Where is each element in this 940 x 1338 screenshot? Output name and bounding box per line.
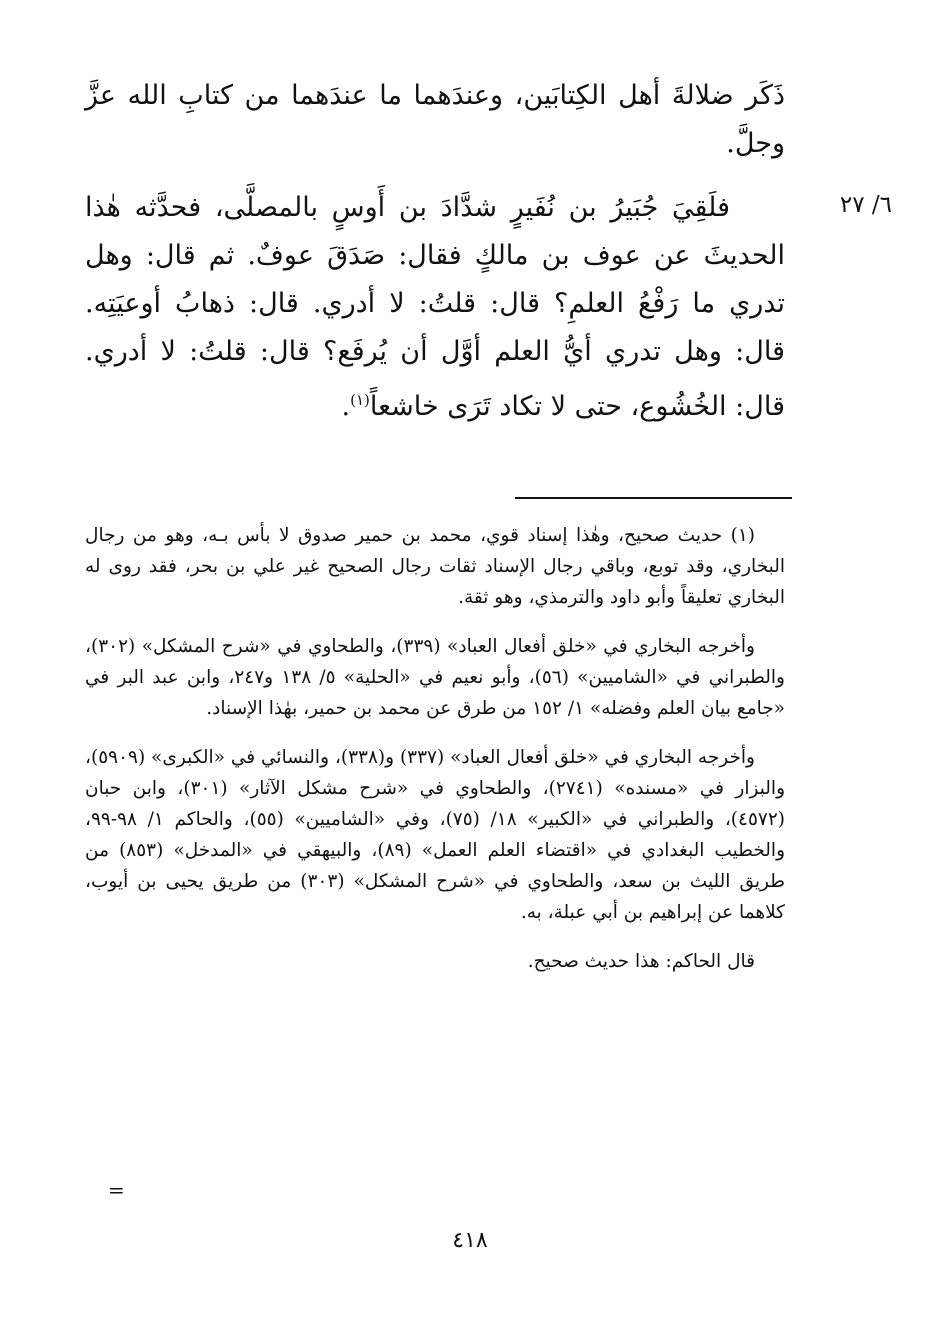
footnote-separator — [515, 497, 792, 499]
continuation-mark: = — [108, 1178, 125, 1202]
footnote-paragraph-3: وأخرجه البخاري في «خلق أفعال العباد» (٣٣٧) و(٣٣٨)، والنسائي في «الكبرى» (٥٩٠٩)، والبزار في «مسنده» (٢٧٤١)، والطحاوي في «شرح مشكل الآثار» (٣٠١)، وابن حبان (٤٥٧٢)، والطبراني في «الكبير» ١٨/ (٧٥)، وفي «الشاميين» (٥٥)، والحاكم ١/ ٩٨-٩٩، والخطيب البغدادي في «اقتضاء العلم العمل» (٨٩)، والبيهقي في «المدخل» (٨٥٣) من طريق الليث بن سعد، والطحاوي في «شرح المشكل» (٣٠٣) من طريق يحيى بن أيوب، كلاهما عن إبراهيم بن أبي عبلة، به. — [85, 747, 786, 923]
footnote-paragraph-4: قال الحاكم: هذا حديث صحيح. — [527, 951, 755, 972]
paragraph-reference-number: ٦/ ٢٧ — [839, 192, 892, 218]
footnote-paragraph-1: (١) حديث صحيح، وهٰذا إسناد قوي، محمد بن حمير صدوق لا بأس بـه، وهو من رجال البخاري، وقد توبع، وباقي رجال الإسناد ثقات رجال الصحيح غير علي بن بحر، فقد روى له البخاري تعليقاً وأبو داود والترمذي، وهو ثقة. — [85, 525, 785, 608]
body-paragraph-1: ذَكَر ضلالةَ أهل الكِتابَين، وعندَهما ما عندَهما من كتابِ الله عزَّ وجلَّ. — [85, 80, 785, 159]
footnote-paragraph-2: وأخرجه البخاري في «خلق أفعال العباد» (٣٣٩)، والطحاوي في «شرح المشكل» (٣٠٢)، والطبراني في «الشاميين» (٥٦)، وأبو نعيم في «الحلية» ٥/ ١٣٨ و٢٤٧، وابن عبد البر في «جامع بيان العلم وفضله» ١/ ١٥٢ من طرق عن محمد بن حمير، بهٰذا الإسناد. — [85, 636, 785, 719]
body-paragraph-2: فلَقِيَ جُبَيرُ بن نُفَيرٍ شدَّادَ بن أَوسٍ بالمصلَّى، فحدَّثه هٰذا الحديثَ عن عوف بن مالكٍ فقال: صَدَقَ عوفٌ. ثم قال: وهل تدري ما رَفْعُ العلمِ؟ قال: قلتُ: لا أدري. قال: ذهابُ أوعيَتِه. قال: وهل تدري أيُّ العلم أوَّل أن يُرفَع؟ قال: قلتُ: لا أدري. قال: الخُشُوع، حتى لا تكاد تَرَى خاشعاً$^{(١)}$. — [85, 192, 785, 422]
footnote-marker: (١) — [350, 391, 370, 409]
footnotes-section — [85, 520, 785, 995]
page-number: ٤١٨ — [452, 1228, 488, 1253]
body-paragraph-2-text: فلَقِيَ جُبَيرُ بن نُفَيرٍ شدَّادَ بن أَوسٍ بالمصلَّى، فحدَّثه هٰذا الحديثَ عن عوف بن مالكٍ فقال: صَدَقَ عوفٌ. ثم قال: وهل تدري ما رَفْعُ العلمِ؟ قال: قلتُ: لا أدري. قال: ذهابُ أوعيَتِه. قال: وهل تدري أيُّ العلم أوَّل أن يُرفَع؟ قال: قلتُ: لا أدري. قال: الخُشُوع، حتى لا تكاد تَرَى خاشعاً — [85, 192, 785, 422]
